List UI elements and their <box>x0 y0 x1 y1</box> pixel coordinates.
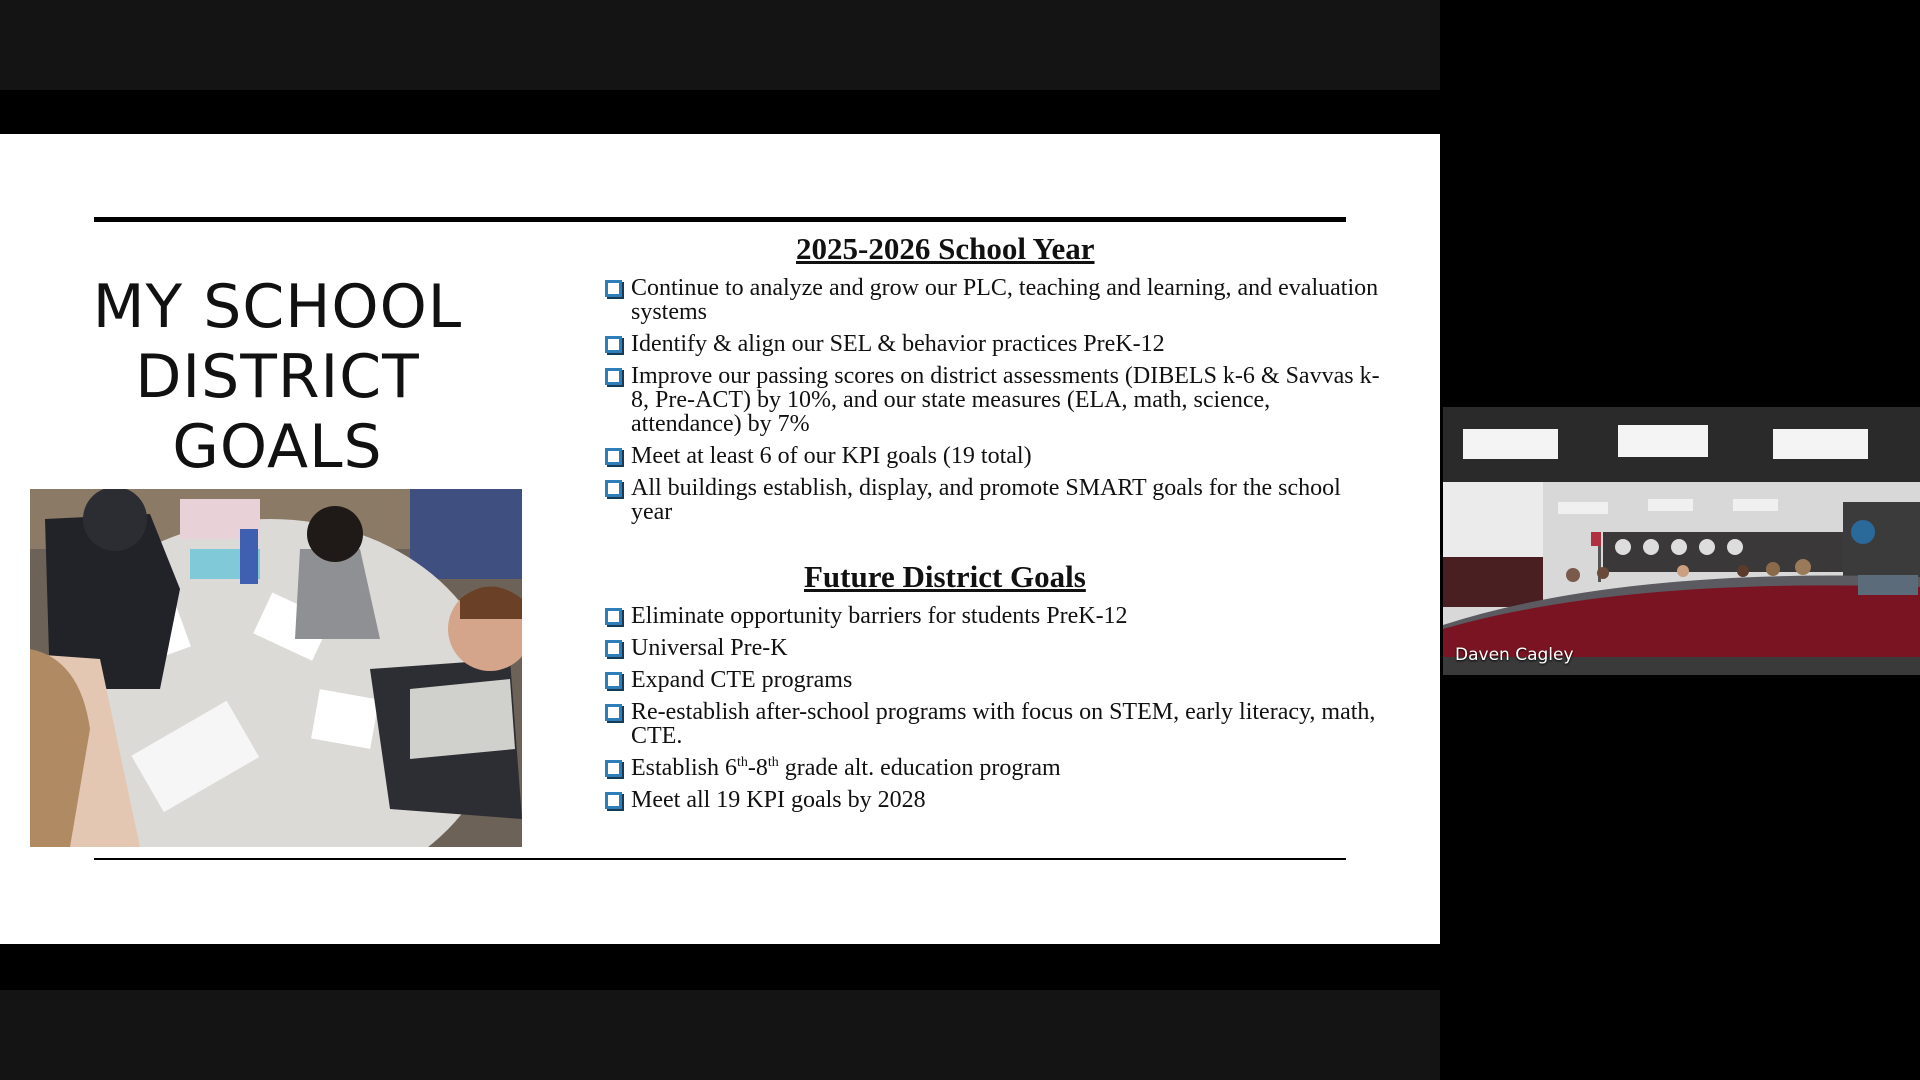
goal-text: All buildings establish, display, and promote SMART goals for the school year <box>631 475 1341 525</box>
bottom-letterbox <box>0 990 1440 1080</box>
goal-text: Improve our passing scores on district assessments (DIBELS k-6 & Savvas k-8, Pre-ACT) by 10%, and our state measures (ELA, math, science, attendance) by 7% <box>631 363 1380 437</box>
goal-text: Universal Pre-K <box>631 635 788 661</box>
slide-title-line-1: MY SCHOOL <box>92 272 463 342</box>
checkbox-bullet-icon <box>605 280 622 297</box>
ordinal-suffix: th <box>767 755 779 770</box>
ordinal-suffix: th <box>737 755 748 770</box>
goal-text: Meet all 19 KPI goals by 2028 <box>631 787 926 813</box>
goal-item <box>600 700 1380 748</box>
school-year-goals-list <box>600 276 1380 524</box>
goal-text: Eliminate opportunity barriers for students PreK-12 <box>631 603 1128 629</box>
goal-text: Meet at least 6 of our KPI goals (19 total) <box>631 443 1032 469</box>
checkbox-bullet-icon <box>605 448 622 465</box>
participant-video-tile[interactable] <box>1443 407 1920 675</box>
section-heading-future-goals: Future District Goals <box>804 559 1086 594</box>
slide-title-line-2: DISTRICT GOALS <box>135 342 420 482</box>
slide-title <box>40 272 515 482</box>
checkbox-bullet-icon <box>605 480 622 497</box>
slide-top-rule <box>94 217 1346 222</box>
goal-text: Continue to analyze and grow our PLC, teaching and learning, and evaluation systems <box>631 275 1379 325</box>
goal-text-middle: -8 <box>747 755 768 781</box>
checkbox-bullet-icon <box>605 760 622 777</box>
slide-bottom-rule <box>94 858 1346 860</box>
goal-text: Expand CTE programs <box>631 667 853 693</box>
goal-item <box>600 788 1380 812</box>
goal-text-suffix: grade alt. education program <box>778 755 1061 781</box>
goal-text: Identify & align our SEL & behavior practices PreK-12 <box>631 331 1165 357</box>
checkbox-bullet-icon <box>605 640 622 657</box>
checkbox-bullet-icon <box>605 792 622 809</box>
checkbox-bullet-icon <box>605 368 622 385</box>
shared-slide <box>0 134 1440 944</box>
goal-item <box>600 668 1380 692</box>
goal-text: Re-establish after-school programs with focus on STEM, early literacy, math, CTE. <box>631 699 1376 749</box>
goal-item <box>600 476 1380 524</box>
goal-item <box>600 332 1380 356</box>
students-reading-photo <box>30 489 522 847</box>
goal-item <box>600 636 1380 660</box>
students-reading-image <box>30 489 522 847</box>
goal-text-prefix: Establish 6 <box>631 755 737 781</box>
checkbox-bullet-icon <box>605 608 622 625</box>
checkbox-bullet-icon <box>605 704 622 721</box>
goal-item <box>600 364 1380 436</box>
section-heading-school-year: 2025-2026 School Year <box>796 231 1095 266</box>
top-letterbox <box>0 0 1440 90</box>
participant-name-label: Daven Cagley <box>1455 645 1574 665</box>
goal-item <box>600 276 1380 324</box>
goal-item <box>600 756 1380 780</box>
goals-panel <box>600 230 1380 812</box>
board-meeting-video <box>1443 407 1920 675</box>
future-goals-list <box>600 604 1380 812</box>
checkbox-bullet-icon <box>605 336 622 353</box>
goal-item <box>600 604 1380 628</box>
goal-item <box>600 444 1380 468</box>
checkbox-bullet-icon <box>605 672 622 689</box>
